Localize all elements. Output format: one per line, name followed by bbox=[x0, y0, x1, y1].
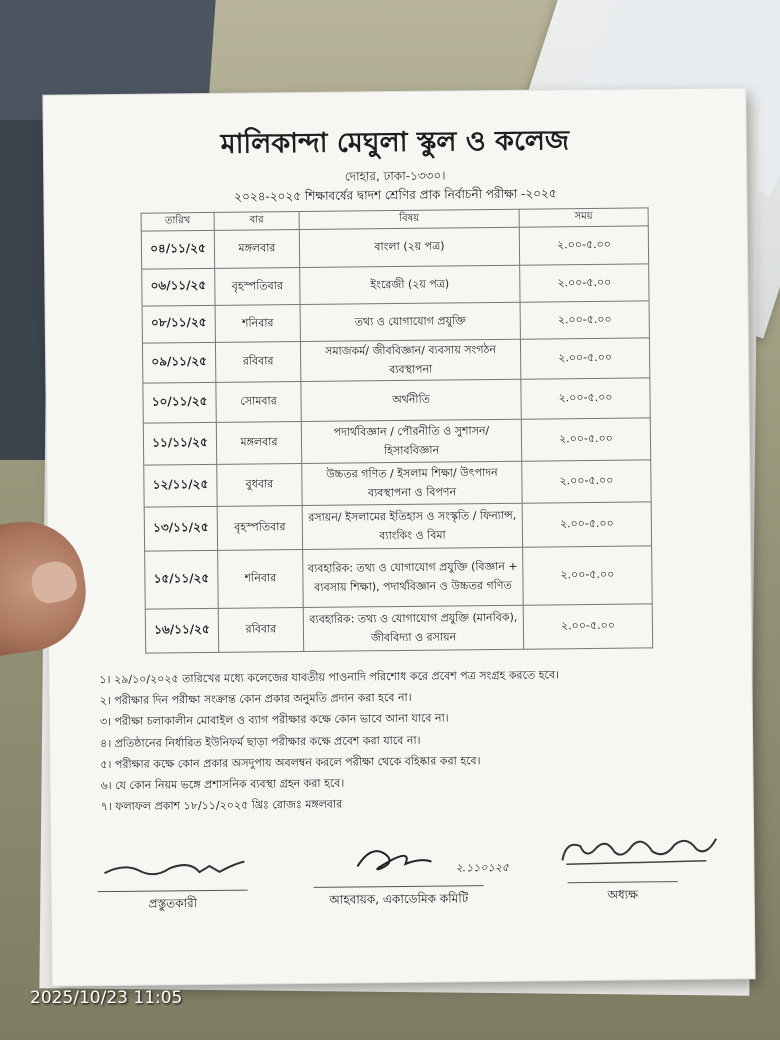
table-row bbox=[145, 604, 652, 653]
table-row bbox=[144, 502, 651, 551]
table-row bbox=[143, 418, 650, 465]
exam-time: ২.০০-৫.০০ bbox=[521, 418, 650, 461]
exam-date: ১৬/১১/২৫ bbox=[145, 608, 218, 653]
exam-subject: ইংরেজী (২য় পত্র) bbox=[300, 265, 520, 304]
exam-date: ০৮/১১/২৫ bbox=[142, 305, 215, 343]
exam-routine-paper bbox=[43, 88, 754, 985]
exam-subject: বাংলা (২য় পত্র) bbox=[299, 227, 519, 267]
rule-item: ৪। প্রতিষ্ঠানের নির্ধারিত ইউনিফর্ম ছাড়া পরীক্ষার কক্ষে প্রবেশ করা যাবে না। bbox=[100, 733, 421, 750]
exam-day: শনিবার bbox=[218, 550, 304, 609]
convener-signature-date: ২.১১০১২৫ bbox=[455, 860, 510, 875]
principal-signature-scribble bbox=[556, 829, 726, 875]
exam-day: বুধবার bbox=[217, 464, 302, 507]
preparer-signature-scribble bbox=[99, 856, 249, 884]
rule-item: ৩। পরীক্ষা চলাকালীন মোবাইল ও ব্যাগ পরীক্ষার কক্ষে কোন ভাবে আনা যাবে না। bbox=[99, 711, 449, 729]
table-row bbox=[141, 226, 648, 269]
exam-rules bbox=[99, 663, 701, 818]
exam-date: ০৪/১১/২৫ bbox=[141, 230, 214, 269]
rule-item: ৬। যে কোন নিয়ম ভঙ্গে প্রশাসনিক ব্যবস্থা গ্রহন করা হবে। bbox=[100, 776, 345, 793]
exam-title: ২০২৪-২০২৫ শিক্ষাবর্ষের দ্বাদশ শ্রেণির প্রাক নির্বাচনী পরীক্ষা -২০২৫ bbox=[234, 186, 557, 204]
exam-subject: রসায়ন/ ইসলামের ইতিহাস ও সংস্কৃতি / ফিন্যান্স, ব্যাংকিং ও বিমা bbox=[302, 503, 522, 549]
column-header-time: সময় bbox=[519, 208, 648, 227]
exam-day: বৃহস্পতিবার bbox=[217, 506, 302, 551]
exam-subject: পদার্থবিজ্ঞান / পৌরনীতি ও সুশাসন/ হিসাববিজ্ঞান bbox=[301, 419, 521, 463]
school-address: দোহার, ঢাকা-১৩৩০। bbox=[344, 168, 446, 184]
rule-item: ২। পরীক্ষার দিন পরীক্ষা সংক্রান্ত কোন প্রকার অনুমতি প্রদান করা হবে না। bbox=[99, 691, 412, 708]
exam-subject: তথ্য ও যোগাযোগ প্রযুক্তি bbox=[300, 302, 520, 341]
rule-item: ১। ২৯/১০/২০২৫ তারিখের মধ্যে কলেজের যাবতীয় পাওনাদি পরিশোধ করে প্রবেশ পত্র সংগ্রহ করতে হবে। bbox=[99, 668, 560, 687]
exam-day: মঙ্গলবার bbox=[214, 230, 299, 269]
rule-item: ৫। পরীক্ষার কক্ষে কোন প্রকার অসদুপায় অবলম্বন করলে পরীক্ষা থেকে বহিষ্কার করা হবে। bbox=[100, 753, 481, 771]
exam-time: ২.০০-৫.০০ bbox=[522, 460, 651, 503]
exam-time: ২.০০-৫.০০ bbox=[521, 378, 650, 419]
exam-day: রবিবার bbox=[215, 342, 300, 383]
exam-subject: ব্যবহারিক: তথ্য ও যোগাযোগ প্রযুক্তি (মানবিক), জীববিদ্যা ও রসায়ন bbox=[303, 605, 523, 651]
exam-subject: অর্থনীতি bbox=[301, 379, 521, 421]
exam-date: ১৫/১১/২৫ bbox=[145, 550, 219, 609]
exam-routine-table bbox=[141, 207, 654, 653]
exam-day: বৃহস্পতিবার bbox=[215, 268, 300, 306]
column-header-date: তারিখ bbox=[141, 212, 214, 231]
exam-time: ২.০০-৫.০০ bbox=[523, 604, 652, 649]
exam-time: ২.০০-৫.০০ bbox=[520, 264, 649, 302]
column-header-subject: বিষয় bbox=[299, 209, 519, 229]
exam-time: ২.০০-৫.০০ bbox=[523, 546, 653, 605]
exam-day: রবিবার bbox=[218, 608, 303, 653]
principal-label: অধ্যক্ষ bbox=[607, 887, 638, 902]
exam-subject: উচ্চতর গণিত / ইসলাম শিক্ষা/ উৎপাদন ব্যবস্থাপনা ও বিপণন bbox=[302, 461, 522, 505]
exam-date: ০৬/১১/২৫ bbox=[142, 268, 215, 306]
exam-time: ২.০০-৫.০০ bbox=[522, 502, 651, 547]
exam-day: মঙ্গলবার bbox=[216, 422, 301, 465]
preparer-label: প্রস্তুতকারী bbox=[148, 896, 198, 911]
table-row bbox=[142, 338, 649, 383]
exam-day: শনিবার bbox=[215, 305, 300, 343]
school-name: মালিকান্দা মেঘুলা স্কুল ও কলেজ bbox=[220, 125, 570, 160]
exam-subject: ব্যবহারিক: তথ্য ও যোগাযোগ প্রযুক্তি (বিজ্ঞান + ব্যবসায় শিক্ষা), পদার্থবিজ্ঞান ও উচ্চতর গণিত bbox=[303, 547, 524, 607]
table-row bbox=[142, 301, 649, 343]
convener-signature-block bbox=[314, 885, 484, 912]
table-row bbox=[144, 460, 651, 507]
signature-line bbox=[314, 885, 484, 888]
convener-label: আহবায়ক, একাডেমিক কমিটি bbox=[329, 891, 469, 907]
exam-date: ১০/১১/২৫ bbox=[143, 382, 216, 423]
exam-time: ২.০০-৫.০০ bbox=[519, 226, 648, 265]
exam-date: ১১/১১/২৫ bbox=[143, 422, 216, 465]
exam-time: ২.০০-৫.০০ bbox=[520, 338, 649, 379]
principal-signature-block bbox=[568, 881, 678, 907]
rule-item: ৭। ফলাফল প্রকাশ ১৮/১১/২০২৫ খ্রিঃ রোজঃ মঙ্গলবার bbox=[100, 797, 343, 814]
exam-date: ১৩/১১/২৫ bbox=[144, 506, 217, 551]
exam-date: ১২/১১/২৫ bbox=[144, 464, 217, 507]
column-header-day: বার bbox=[214, 212, 299, 231]
table-row bbox=[142, 264, 649, 306]
table-row bbox=[143, 378, 650, 423]
exam-day: সোমবার bbox=[216, 382, 301, 423]
exam-date: ০৯/১১/২৫ bbox=[142, 342, 215, 383]
signature-line bbox=[98, 890, 248, 893]
convener-signature-scribble bbox=[351, 839, 471, 878]
preparer-signature-block bbox=[98, 890, 248, 917]
exam-subject: সমাজকর্ম/ জীববিজ্ঞান/ ব্যবসায় সংগঠন ব্যবস্থাপনা bbox=[300, 339, 520, 381]
table-row bbox=[145, 546, 653, 609]
photo-timestamp: 2025/10/23 11:05 bbox=[30, 988, 183, 1008]
signature-line bbox=[568, 881, 678, 883]
exam-time: ২.০০-৫.০০ bbox=[520, 301, 649, 339]
